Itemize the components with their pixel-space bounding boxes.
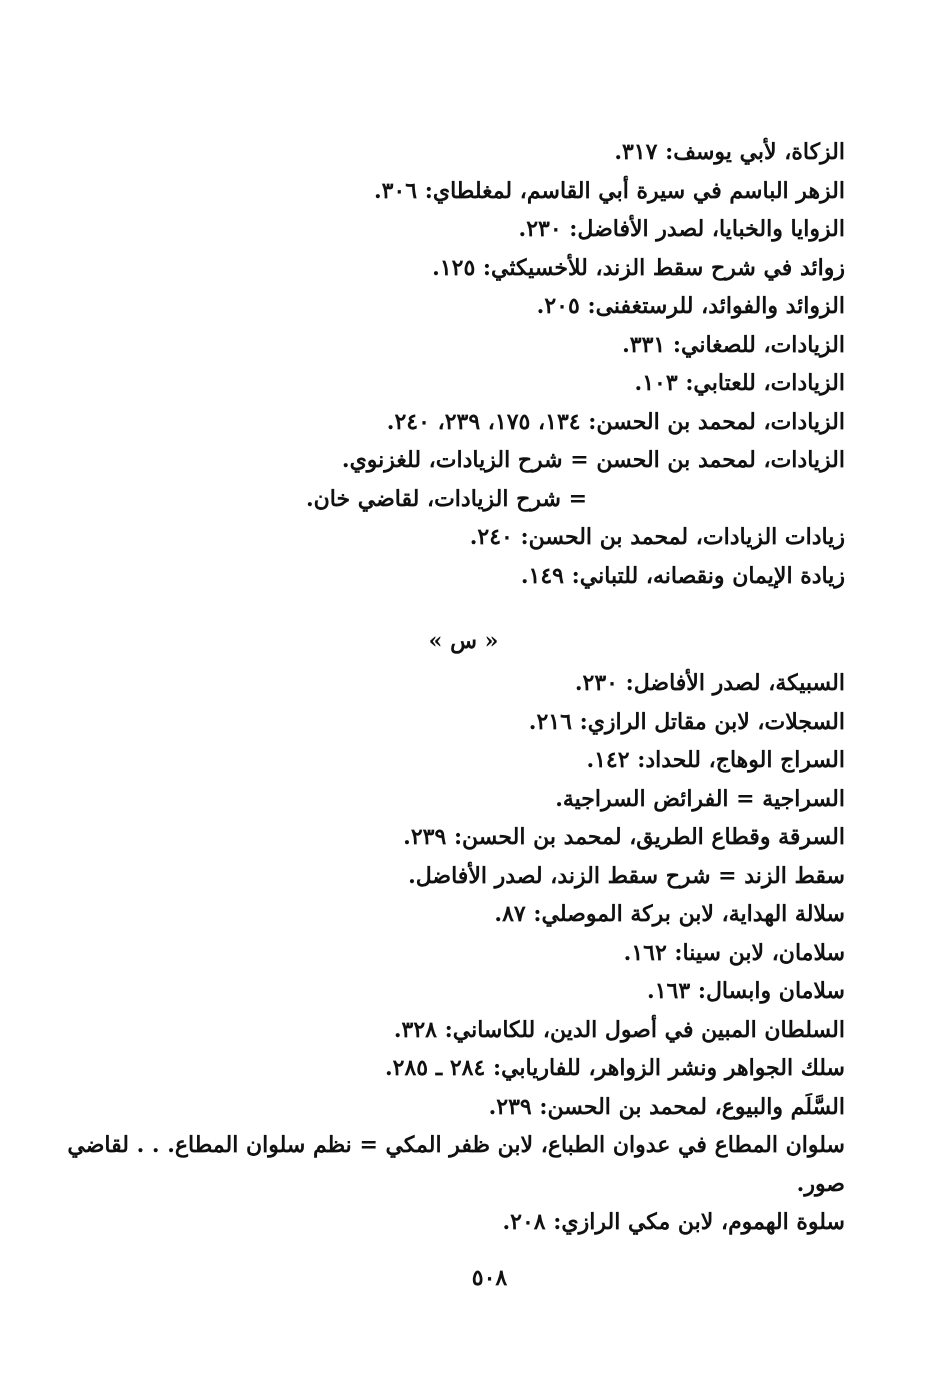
index-entry: الزيادات، للعتابي: ١٠٣. xyxy=(634,370,845,396)
index-entry: الزيادات، لمحمد بن الحسن = شرح الزيادات، للغزنوي. xyxy=(341,447,845,473)
section-heading-sin: « س » xyxy=(428,628,499,654)
index-entry: سلوان المطاع في عدوان الطباع، لابن ظفر المكي = نظم سلوان المطاع. . . لقاضي xyxy=(67,1132,845,1158)
index-entry: زيادات الزيادات، لمحمد بن الحسن: ٢٤٠. xyxy=(469,524,845,550)
index-entry: السراجية = الفرائض السراجية. xyxy=(555,785,845,812)
index-entry: السَّلَم والبيوع، لمحمد بن الحسن: ٢٣٩. xyxy=(488,1093,845,1120)
index-entry: الزوايا والخبايا، لصدر الأفاضل: ٢٣٠. xyxy=(518,216,845,242)
index-entry: السجلات، لابن مقاتل الرازي: ٢١٦. xyxy=(528,708,845,735)
index-entry: السبيكة، لصدر الأفاضل: ٢٣٠. xyxy=(574,670,845,696)
index-entry: السلطان المبين في أصول الدين، للكاساني: ٣٢٨. xyxy=(393,1016,845,1043)
index-entry: سلك الجواهر ونشر الزواهر، للفاريابي: ٢٨٤ ـ ٢٨٥. xyxy=(384,1055,845,1081)
index-entry: سلامان، لابن سينا: ١٦٢. xyxy=(623,939,845,966)
page-number: ٥٠٨ xyxy=(471,1265,508,1291)
index-entry: زوائد في شرح سقط الزند، للأخسيكثي: ١٢٥. xyxy=(432,254,845,281)
index-entry-continuation: صور. xyxy=(796,1170,845,1197)
index-entry-cross-reference: = شرح الزيادات، لقاضي خان. xyxy=(305,485,587,512)
index-entry: الزكاة، لأبي يوسف: ٣١٧. xyxy=(614,139,845,165)
index-entry: الزيادات، لمحمد بن الحسن: ١٣٤، ١٧٥، ٢٣٩، ٢٤٠. xyxy=(386,408,845,435)
index-entry: الزوائد والفوائد، للرستغفنى: ٢٠٥. xyxy=(536,293,845,319)
index-entry: السراج الوهاج، للحداد: ١٤٢. xyxy=(586,747,845,773)
index-entry: سلوة الهموم، لابن مكي الرازي: ٢٠٨. xyxy=(502,1209,845,1235)
index-entry: زيادة الإيمان ونقصانه، للتباني: ١٤٩. xyxy=(520,562,845,589)
index-entry: السرقة وقطاع الطريق، لمحمد بن الحسن: ٢٣٩. xyxy=(403,824,845,850)
index-entry: الزهر الباسم في سيرة أبي القاسم، لمغلطاي: ٣٠٦. xyxy=(373,177,845,204)
index-group-sin xyxy=(67,664,845,1242)
index-entry: سلالة الهداية، لابن بركة الموصلي: ٨٧. xyxy=(494,901,845,927)
index-entry: سلامان وابسال: ١٦٣. xyxy=(647,978,845,1004)
index-group-zay xyxy=(85,133,845,595)
index-entry: سقط الزند = شرح سقط الزند، لصدر الأفاضل. xyxy=(408,862,845,889)
index-entry: الزيادات، للصغاني: ٣٣١. xyxy=(622,331,845,358)
